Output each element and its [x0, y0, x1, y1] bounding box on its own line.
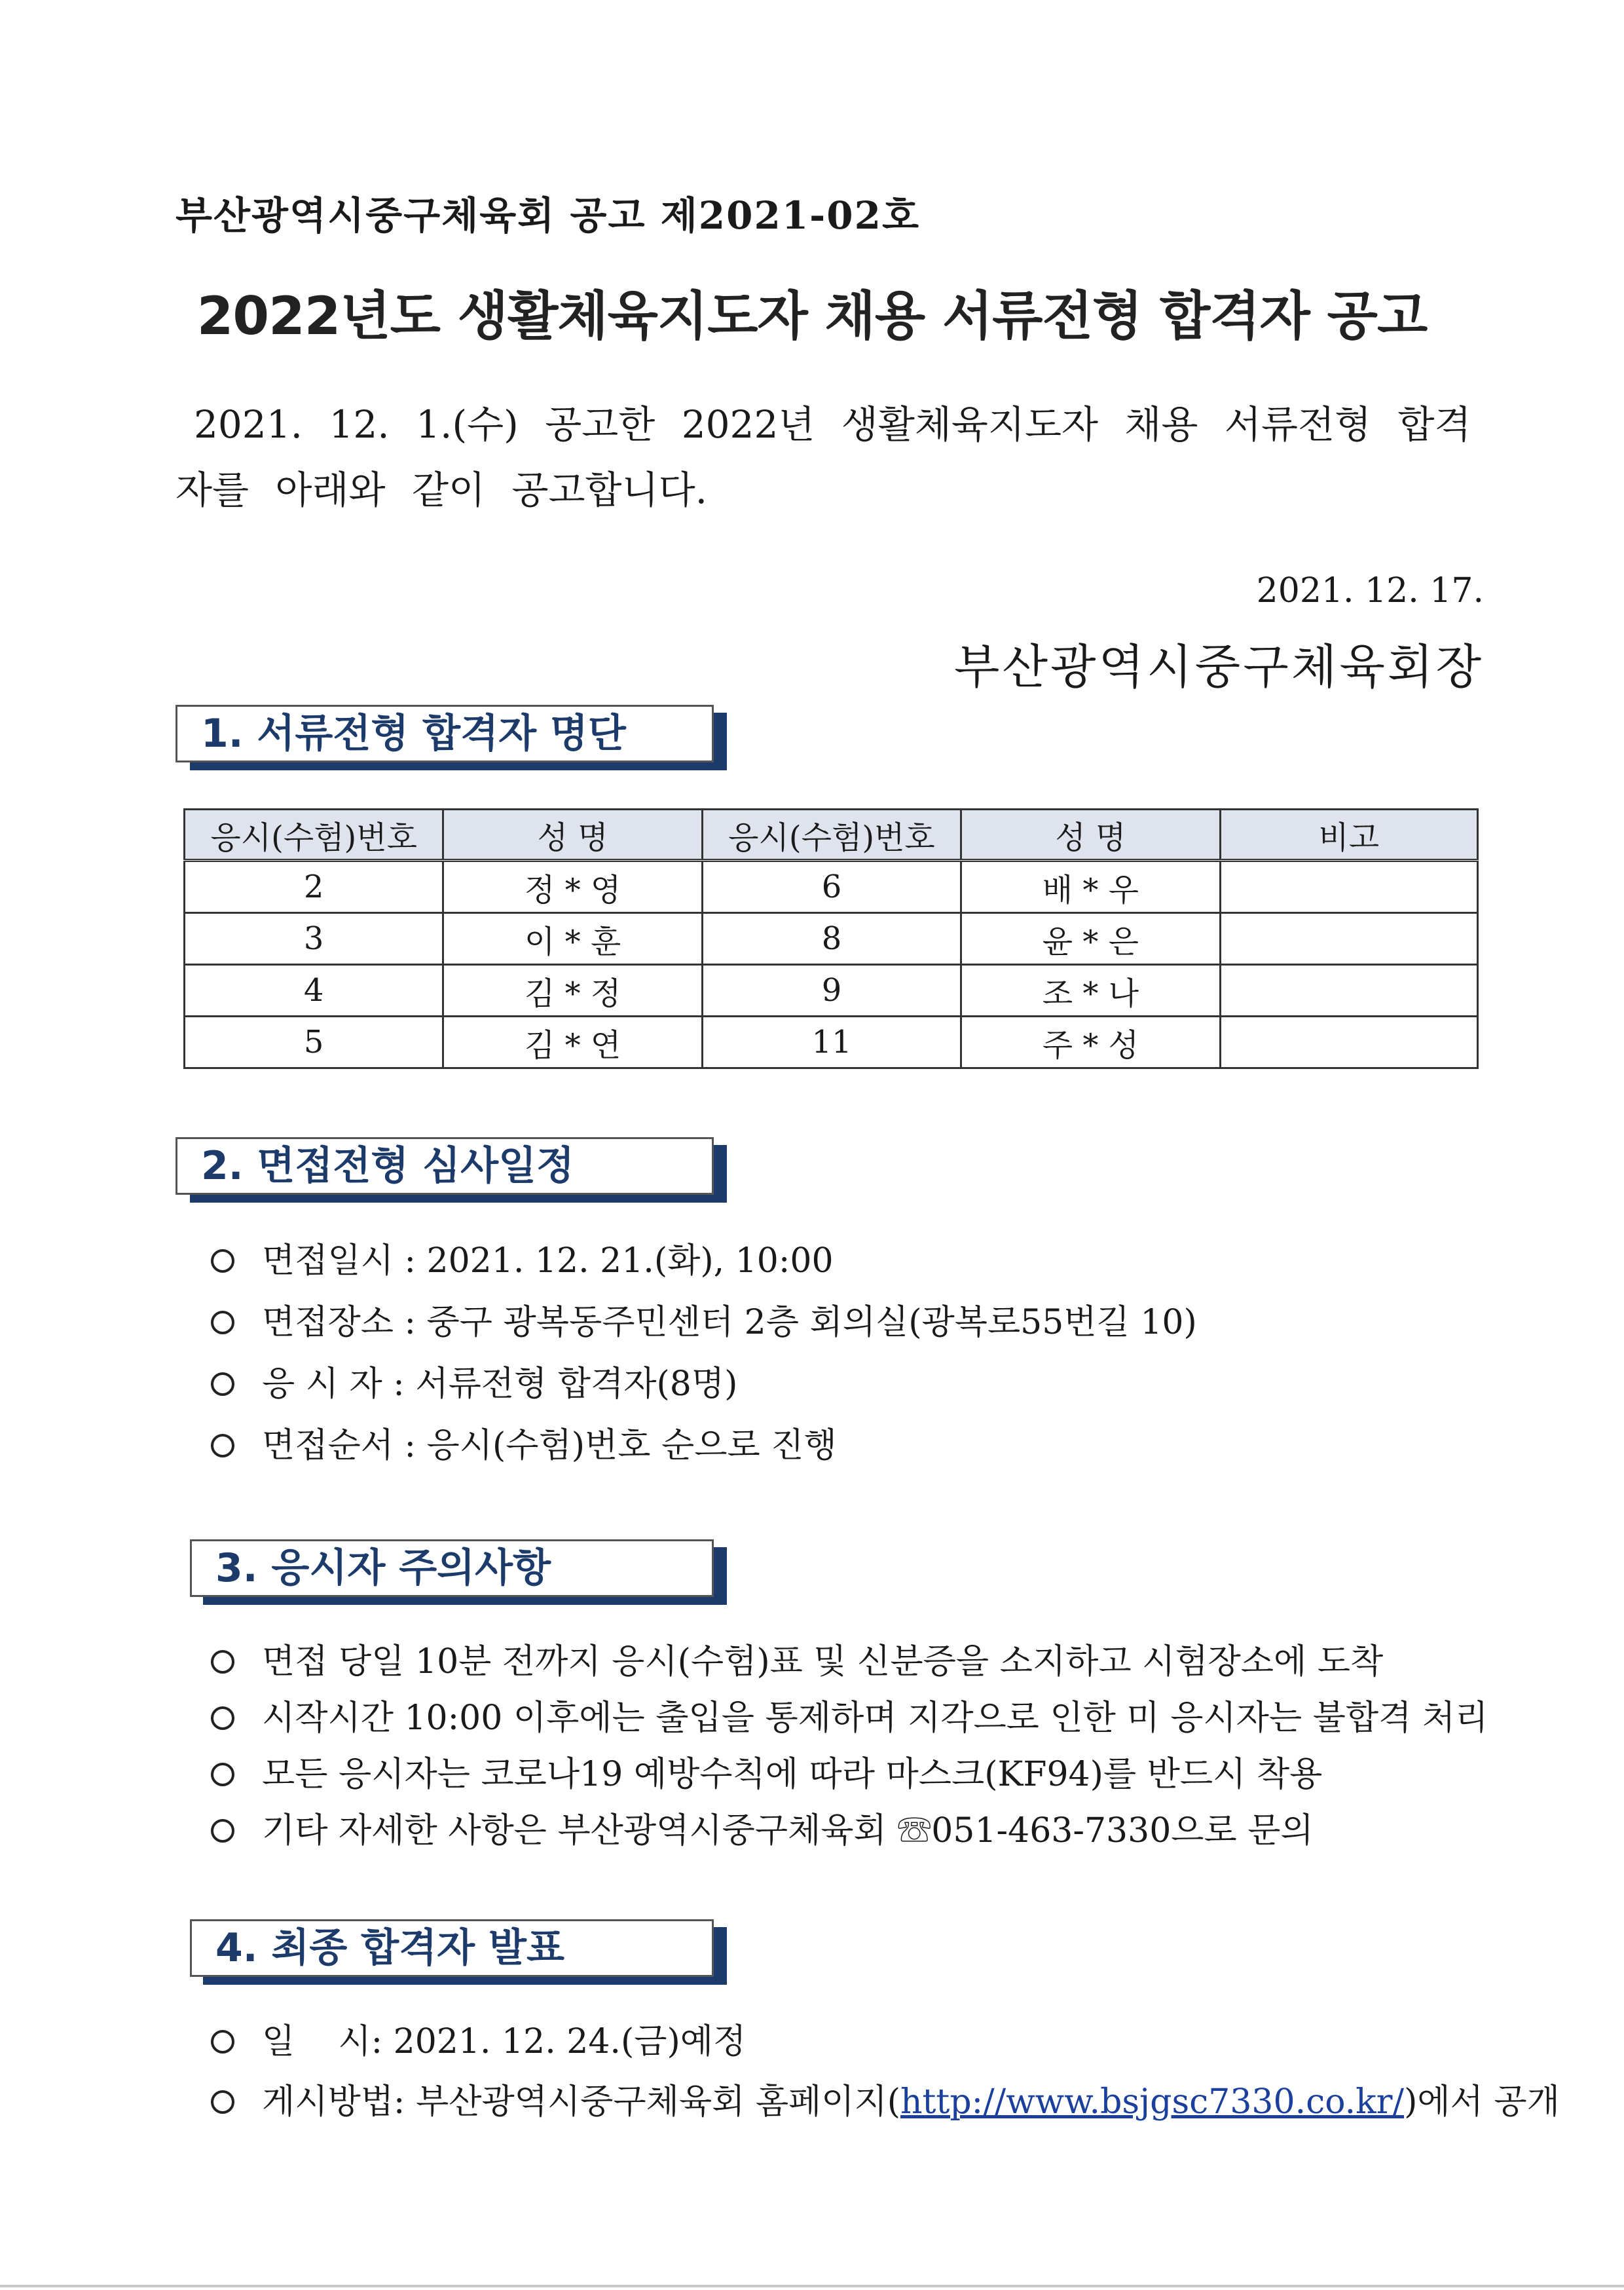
- section-3-title: 3. 응시자 주의사항: [215, 1545, 551, 1591]
- section-2-title: 2. 면접전형 심사일정: [201, 1143, 574, 1189]
- table-cell: 6: [702, 861, 961, 913]
- document-title: 2022년도 생활체육지도자 채용 서류전형 합격자 공고: [196, 286, 1428, 347]
- list-item: [211, 1746, 1322, 1795]
- table-cell: [1220, 913, 1477, 965]
- circle-bullet-icon: [211, 1819, 234, 1843]
- table-cell: 5: [185, 1017, 443, 1068]
- section-4-heading: [190, 1919, 714, 1977]
- circle-bullet-icon: [211, 1706, 234, 1730]
- column-header: 응시(수험)번호: [702, 810, 961, 861]
- circle-bullet-icon: [211, 1249, 234, 1273]
- document-date: 2021. 12. 17.: [1256, 571, 1484, 610]
- table-cell: 조 * 나: [961, 965, 1220, 1017]
- list-item: [211, 2074, 1560, 2123]
- list-item-text: 기타 자세한 사항은 부산광역시중구체육회 ☏051-463-7330으로 문의: [262, 1811, 1314, 1850]
- circle-bullet-icon: [211, 1650, 234, 1674]
- intro-line-1: 2021. 12. 1.(수) 공고한 2022년 생활체육지도자 채용 서류전형 합격: [194, 402, 1471, 447]
- table-cell: [1220, 1017, 1477, 1068]
- table-cell: 이 * 훈: [443, 913, 702, 965]
- table-cell: 김 * 정: [443, 965, 702, 1017]
- list-item: [211, 1356, 737, 1405]
- list-item-text: 일 시: 2021. 12. 24.(금)예정: [262, 2022, 747, 2061]
- table-cell: 4: [185, 965, 443, 1017]
- table-cell: 11: [702, 1017, 961, 1068]
- table-cell: 주 * 성: [961, 1017, 1220, 1068]
- table-cell: 배 * 우: [961, 861, 1220, 913]
- list-item-text: 면접 당일 10분 전까지 응시(수험)표 및 신분증을 소지하고 시험장소에 도착: [262, 1642, 1384, 1681]
- issuer-name: 부산광역시중구체육회장: [953, 639, 1484, 694]
- circle-bullet-icon: [211, 2030, 234, 2054]
- list-item: [211, 1233, 834, 1282]
- intro-line-2: 자를 아래와 같이 공고합니다.: [175, 468, 708, 512]
- table-header-row: [185, 810, 1478, 861]
- list-item-text: 응 시 자 : 서류전형 합격자(8명): [262, 1364, 738, 1404]
- column-header: 성 명: [961, 810, 1220, 861]
- table-row: [185, 1017, 1478, 1068]
- table-cell: [1220, 965, 1477, 1017]
- circle-bullet-icon: [211, 1311, 234, 1334]
- table-cell: 김 * 연: [443, 1017, 702, 1068]
- table-cell: 정 * 영: [443, 861, 702, 913]
- list-item-text: 면접일시 : 2021. 12. 21.(화), 10:00: [262, 1241, 834, 1281]
- table-cell: 9: [702, 965, 961, 1017]
- circle-bullet-icon: [211, 1372, 234, 1396]
- section-3-heading: [190, 1539, 714, 1597]
- section-4-title: 4. 최종 합격자 발표: [215, 1925, 564, 1971]
- homepage-link[interactable]: http://www.bsjgsc7330.co.kr/: [900, 2082, 1405, 2122]
- section-1-title: 1. 서류전형 합격자 명단: [201, 711, 626, 757]
- list-item-text: 면접장소 : 중구 광복동주민센터 2층 회의실(광복로55번길 10): [262, 1303, 1197, 1342]
- column-header: 응시(수험)번호: [185, 810, 443, 861]
- section-1-heading: [175, 705, 714, 762]
- list-item: [211, 1803, 1314, 1852]
- list-item: [211, 1634, 1383, 1683]
- section-2-heading: [175, 1137, 714, 1195]
- page-bottom-rule: [0, 2285, 1624, 2287]
- list-item: [211, 2014, 746, 2063]
- table-row: [185, 861, 1478, 913]
- table-cell: 2: [185, 861, 443, 913]
- table-cell: [1220, 861, 1477, 913]
- list-item: [211, 1690, 1488, 1739]
- table-cell: 윤 * 은: [961, 913, 1220, 965]
- table-cell: 8: [702, 913, 961, 965]
- list-item-text: 게시방법: 부산광역시중구체육회 홈페이지(: [262, 2082, 901, 2122]
- list-item: [211, 1294, 1197, 1343]
- notice-number: 부산광역시중구체육회 공고 제2021-02호: [175, 193, 920, 238]
- intro-paragraph: [175, 392, 1479, 523]
- list-item-text: 면접순서 : 응시(수험)번호 순으로 진행: [262, 1426, 837, 1465]
- column-header: 비고: [1220, 810, 1477, 861]
- circle-bullet-icon: [211, 2090, 234, 2114]
- list-item-text: 시작시간 10:00 이후에는 출입을 통제하며 지각으로 인한 미 응시자는 불합격 처리: [262, 1699, 1488, 1738]
- column-header: 성 명: [443, 810, 702, 861]
- table-row: [185, 965, 1478, 1017]
- table-cell: 3: [185, 913, 443, 965]
- table-row: [185, 913, 1478, 965]
- circle-bullet-icon: [211, 1434, 234, 1457]
- list-item-text: )에서 공개: [1404, 2082, 1560, 2122]
- circle-bullet-icon: [211, 1763, 234, 1786]
- passer-table: [183, 808, 1479, 1069]
- list-item: [211, 1417, 837, 1467]
- list-item-text: 모든 응시자는 코로나19 예방수칙에 따라 마스크(KF94)를 반드시 착용: [262, 1755, 1323, 1794]
